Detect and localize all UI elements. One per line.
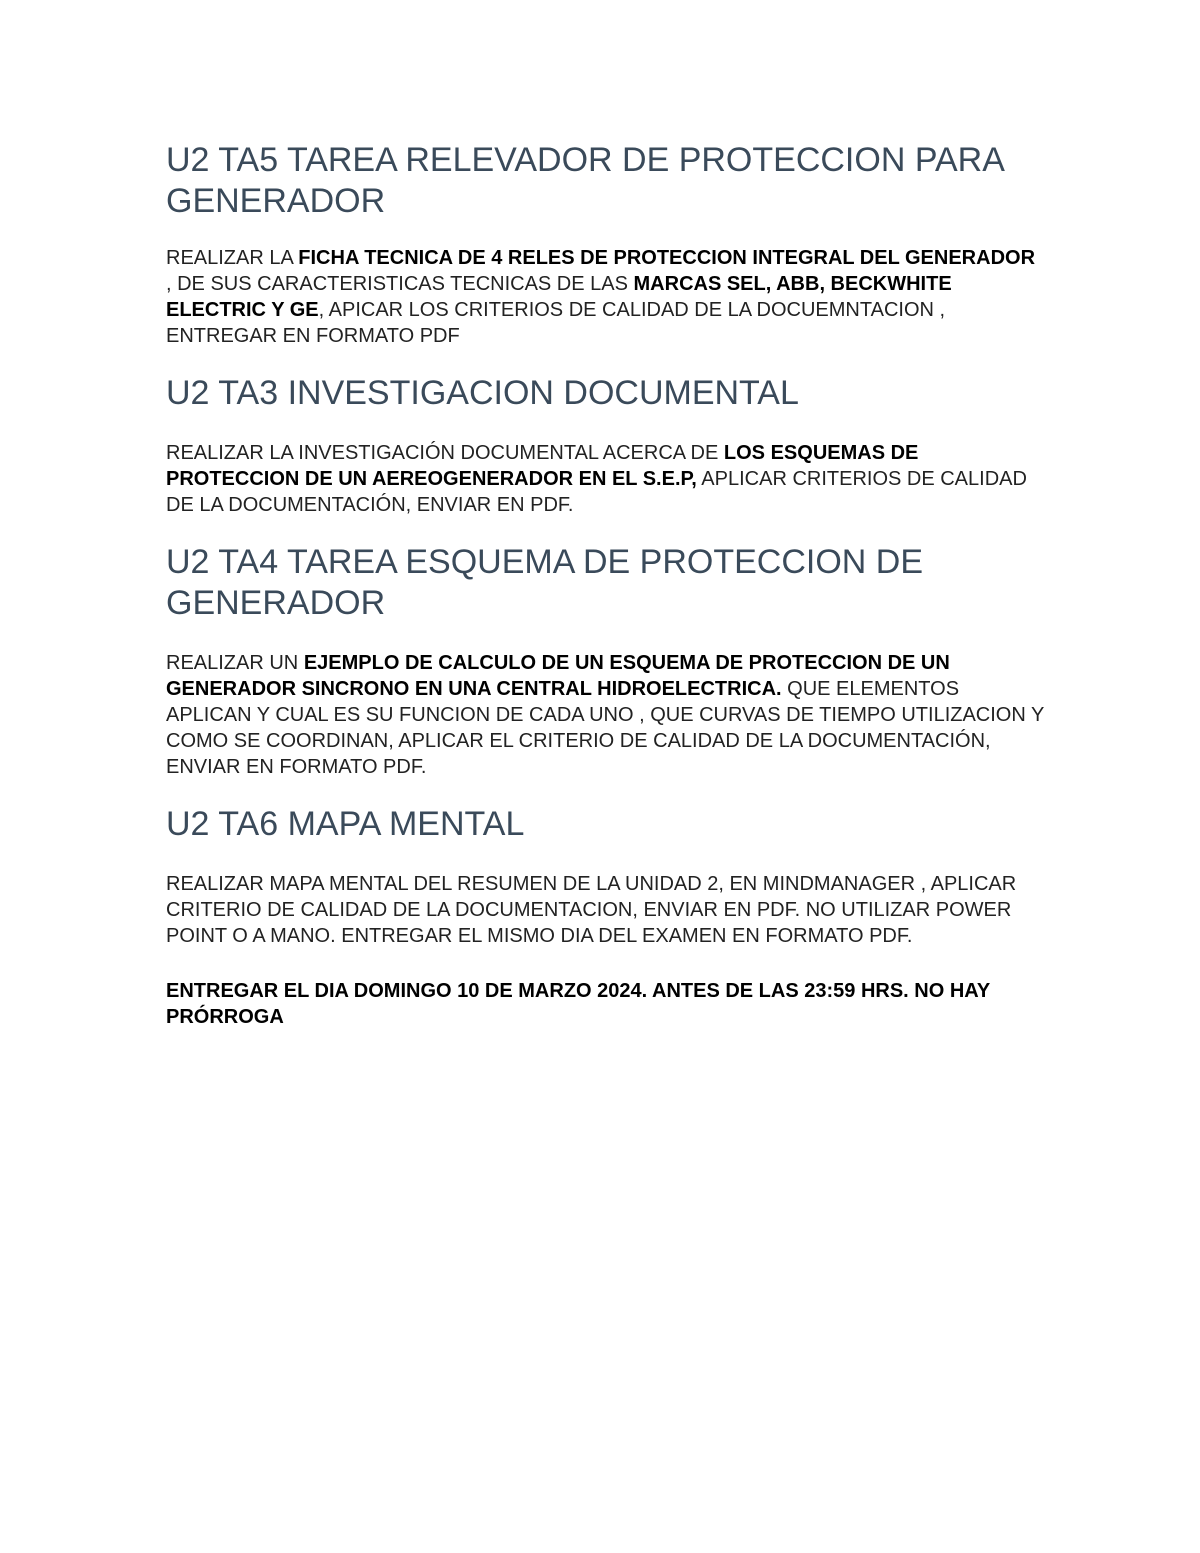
body-run-bold: MARCAS SEL, ABB, BECKWHITE ELECTRIC Y GE [166, 273, 952, 321]
body-run: , APICAR LOS CRITERIOS DE CALIDAD DE LA DOCUEMNTACION , ENTREGAR EN FORMATO PDF [166, 299, 946, 347]
body-run: REALIZAR MAPA MENTAL DEL RESUMEN DE LA UNIDAD 2, EN MINDMANAGER , APLICAR CRITERIO DE CALIDAD DE LA DOCUMENTACION, ENVIAR EN PDF. NO UTILIZAR POWER POINT O A MANO. ENTREGAR EL MISMO DIA DEL EXAMEN EN FORMATO PDF. [166, 873, 1017, 947]
body-run: QUE ELEMENTOS APLICAN Y CUAL ES SU FUNCION DE CADA UNO , QUE CURVAS DE TIEMPO UTILIZACION Y COMO SE COORDINAN, APLICAR EL CRITERIO DE CALIDAD DE LA DOCUMENTACIÓN, ENVIAR EN FORMATO PDF. [166, 678, 1044, 778]
deadline-notice: ENTREGAR EL DIA DOMINGO 10 DE MARZO 2024. ANTES DE LAS 23:59 HRS. NO HAY PRÓRROGA [166, 980, 990, 1028]
body-run-bold: EJEMPLO DE CALCULO DE UN ESQUEMA DE PROTECCION DE UN GENERADOR SINCRONO EN UNA CENTRAL HIDROELECTRICA. [166, 652, 950, 700]
section-body-ta4 [166, 650, 1046, 780]
body-run: APLICAR CRITERIOS DE CALIDAD DE LA DOCUMENTACIÓN, ENVIAR EN PDF. [166, 468, 1027, 516]
section-title-ta6: U2 TA6 MAPA MENTAL [166, 805, 525, 843]
body-run: REALIZAR LA INVESTIGACIÓN DOCUMENTAL ACERCA DE [166, 442, 724, 464]
section-body-ta6 [166, 871, 1046, 949]
section-body-ta5 [166, 245, 1046, 349]
section-title-ta4: U2 TA4 TAREA ESQUEMA DE PROTECCION DE GENERADOR [166, 543, 923, 622]
section-title-ta5: U2 TA5 TAREA RELEVADOR DE PROTECCION PARA GENERADOR [166, 141, 1004, 220]
section-body-ta3 [166, 440, 1046, 518]
body-run: REALIZAR LA [166, 247, 299, 269]
body-run: REALIZAR UN [166, 652, 304, 674]
body-run-bold: LOS ESQUEMAS DE PROTECCION DE UN AEREOGENERADOR EN EL S.E.P, [166, 442, 919, 490]
document-content [166, 140, 1046, 1030]
body-run: , DE SUS CARACTERISTICAS TECNICAS DE LAS [166, 273, 634, 295]
section-title-ta3: U2 TA3 INVESTIGACION DOCUMENTAL [166, 374, 799, 412]
body-run-bold: FICHA TECNICA DE 4 RELES DE PROTECCION INTEGRAL DEL GENERADOR [298, 247, 1036, 269]
